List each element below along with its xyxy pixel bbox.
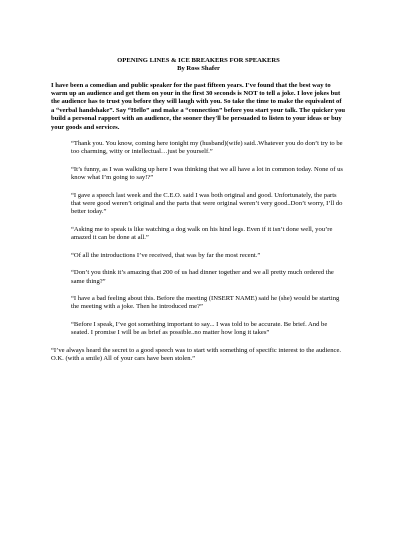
closing-paragraph: “I’ve always heard the secret to a good speech was to start with something of specific interest to the audience. O.K. (with a smile) All of your cars have been stolen.” xyxy=(51,346,342,362)
quote-list xyxy=(71,140,346,338)
quote-item: “Thank you. You know, coming here tonight my (husband)(wife) said..Whatever you do don’t try to be too charming, witty or intellectual…just be yourself.” xyxy=(71,140,343,156)
quote-item: “Don’t you think it’s amazing that 200 of us had dinner together and we all pretty much ordered the same thing?” xyxy=(71,269,334,285)
quote-item: “Before I speak, I’ve got something important to say... I was told to be accurate. Be brief. And be seated. I promise I will be as brief as possible..no matter how long it takes” xyxy=(71,320,328,337)
quote-item: “I gave a speech last week and the C.E.O. said I was both original and good. Unfortunately, the parts that were good weren’t original and the parts that were original weren’t very good..Don’t worry, I’ll do better today.” xyxy=(71,191,343,216)
document-title: OPENING LINES & ICE BREAKERS FOR SPEAKERS xyxy=(117,57,280,64)
quote-item: “Asking me to speak is like watching a dog walk on his hind legs. Even if it isn’t done well, you’re amazed it can be done at all.” xyxy=(71,225,333,242)
quote-item: “Of all the introductions I’ve received, that was by far the most recent.” xyxy=(71,251,261,259)
quote-item: “It’s funny, as I was walking up here I was thinking that we all have a lot in common today. None of us know what I’m going to say!?” xyxy=(71,165,343,182)
intro-paragraph: I have been a comedian and public speaker for the past fifteen years. I've found that the best way to warm up an audience and get them on your in the first 30 seconds is NOT to tell a joke. I love jokes but the audience has to trust you before they will laugh with you. So take the time to make the equivalent of a “verbal handshake”. Say “Hello” and make a “connection” before you start your talk. The quicker you build a personal rapport with an audience, the sooner they'll be persuaded to listen to your ideas or buy your goods and services. xyxy=(51,81,346,131)
document-author: By Ross Shafer xyxy=(177,65,220,73)
title-block xyxy=(51,57,346,74)
quote-item: “I have a bad feeling about this. Before the meeting (INSERT NAME) said he (she) would be starting the meeting with a joke. Then he introduced me?” xyxy=(71,294,340,311)
